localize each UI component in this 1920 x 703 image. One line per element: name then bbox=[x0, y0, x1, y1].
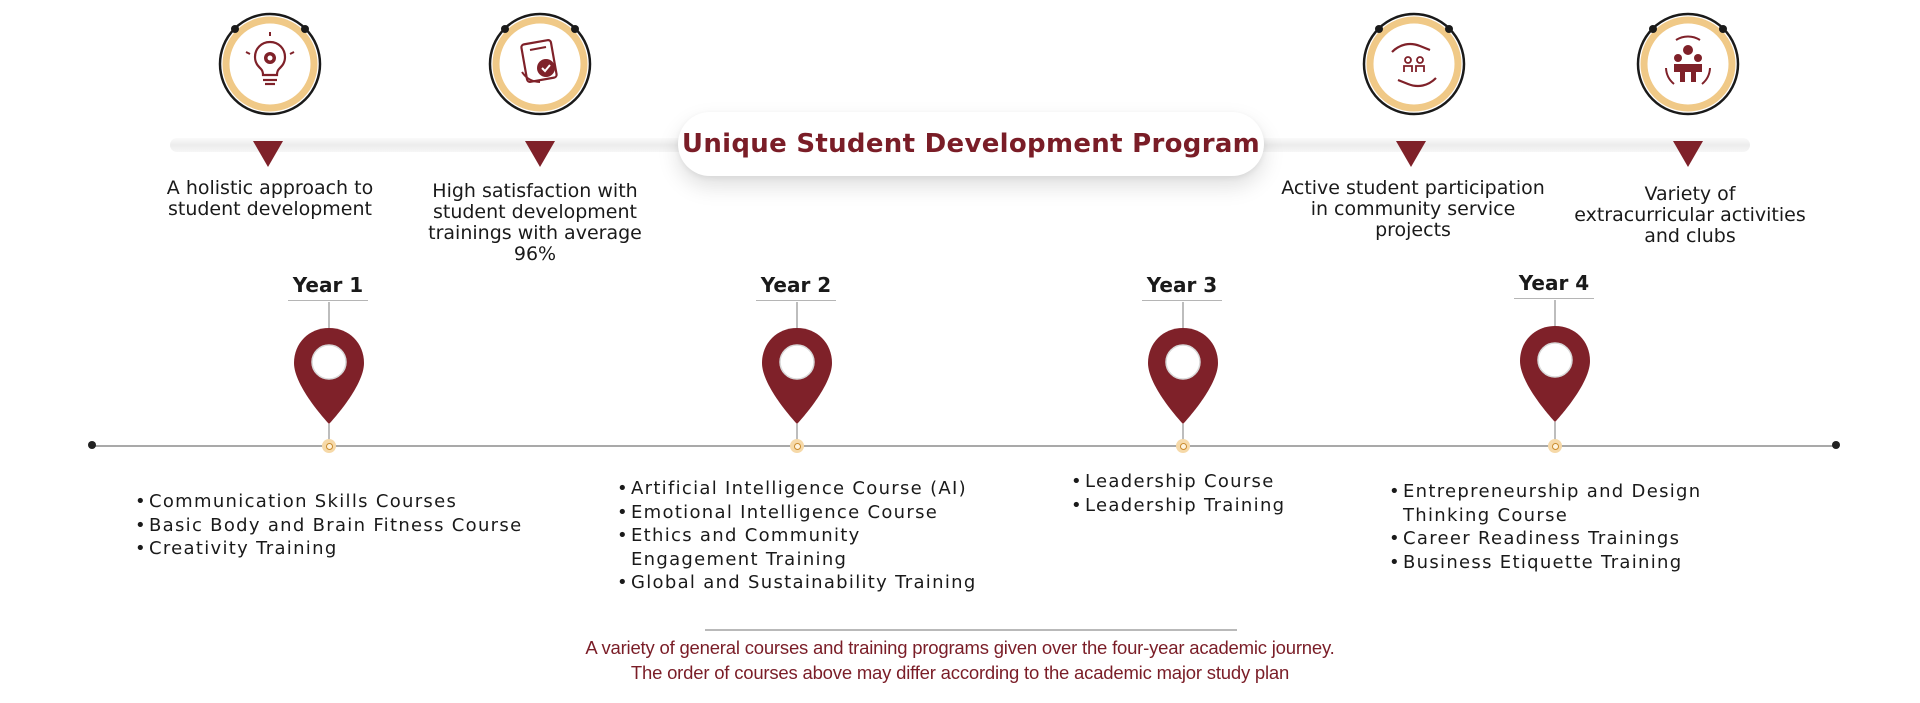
timeline-axis bbox=[92, 445, 1838, 447]
timeline-node bbox=[1548, 439, 1562, 453]
course-item: • Basic Body and Brain Fitness Course bbox=[135, 514, 522, 538]
year-connector bbox=[328, 302, 330, 328]
timeline-node bbox=[790, 439, 804, 453]
year-label: Year 3 bbox=[1142, 273, 1222, 301]
node-connector bbox=[328, 424, 330, 440]
feature-text: Variety of extracurricular activities and clubs bbox=[1574, 183, 1806, 247]
marker-triangle bbox=[1673, 141, 1703, 167]
year-connector bbox=[1182, 302, 1184, 328]
year-label: Year 1 bbox=[288, 273, 368, 301]
course-item: • Artificial Intelligence Course (AI) bbox=[617, 477, 977, 501]
group-activities-icon bbox=[1636, 12, 1740, 116]
course-item: • Career Readiness Trainings bbox=[1389, 527, 1701, 551]
footer-divider bbox=[705, 629, 1237, 631]
location-pin-icon bbox=[1517, 324, 1593, 424]
marker-triangle bbox=[253, 141, 283, 167]
certificate-check-icon bbox=[488, 12, 592, 116]
marker-triangle bbox=[1396, 141, 1426, 167]
timeline-node bbox=[322, 439, 336, 453]
course-list-year-4 bbox=[1389, 480, 1701, 574]
course-item: • Entrepreneurship and Design Thinking Course bbox=[1389, 480, 1701, 527]
year-label: Year 4 bbox=[1514, 271, 1594, 299]
course-item: • Communication Skills Courses bbox=[135, 490, 522, 514]
feature-text: High satisfaction with student development trainings with average 96% bbox=[428, 180, 642, 265]
course-item: • Business Etiquette Training bbox=[1389, 551, 1701, 575]
feature-text: A holistic approach to student development bbox=[166, 177, 374, 220]
course-item: • Creativity Training bbox=[135, 537, 522, 561]
course-item: • Leadership Training bbox=[1071, 494, 1285, 518]
course-list-year-3 bbox=[1071, 470, 1285, 517]
timeline-start-dot bbox=[88, 441, 96, 449]
node-connector bbox=[1554, 422, 1556, 440]
location-pin-icon bbox=[291, 326, 367, 426]
marker-triangle bbox=[525, 141, 555, 167]
footer-note-2: The order of courses above may differ according to the academic major study plan bbox=[630, 662, 1290, 683]
location-pin-icon bbox=[1145, 326, 1221, 426]
node-connector bbox=[796, 424, 798, 440]
feature-text: Active student participation in community service projects bbox=[1281, 177, 1545, 241]
year-label: Year 2 bbox=[756, 273, 836, 301]
year-connector bbox=[796, 302, 798, 328]
community-hands-icon bbox=[1362, 12, 1466, 116]
course-list-year-1 bbox=[135, 490, 522, 561]
course-item: • Ethics and Community Engagement Training bbox=[617, 524, 977, 571]
footer-note-1: A variety of general courses and training programs given over the four-year academic journey. bbox=[585, 637, 1335, 658]
timeline-node bbox=[1176, 439, 1190, 453]
course-item: • Leadership Course bbox=[1071, 470, 1285, 494]
course-list-year-2 bbox=[617, 477, 977, 595]
node-connector bbox=[1182, 424, 1184, 440]
course-item: • Emotional Intelligence Course bbox=[617, 501, 977, 525]
timeline-end-dot bbox=[1832, 441, 1840, 449]
page-title: Unique Student Development Program bbox=[678, 112, 1264, 176]
location-pin-icon bbox=[759, 326, 835, 426]
year-connector bbox=[1554, 300, 1556, 326]
course-item: • Global and Sustainability Training bbox=[617, 571, 977, 595]
lightbulb-gear-icon bbox=[218, 12, 322, 116]
